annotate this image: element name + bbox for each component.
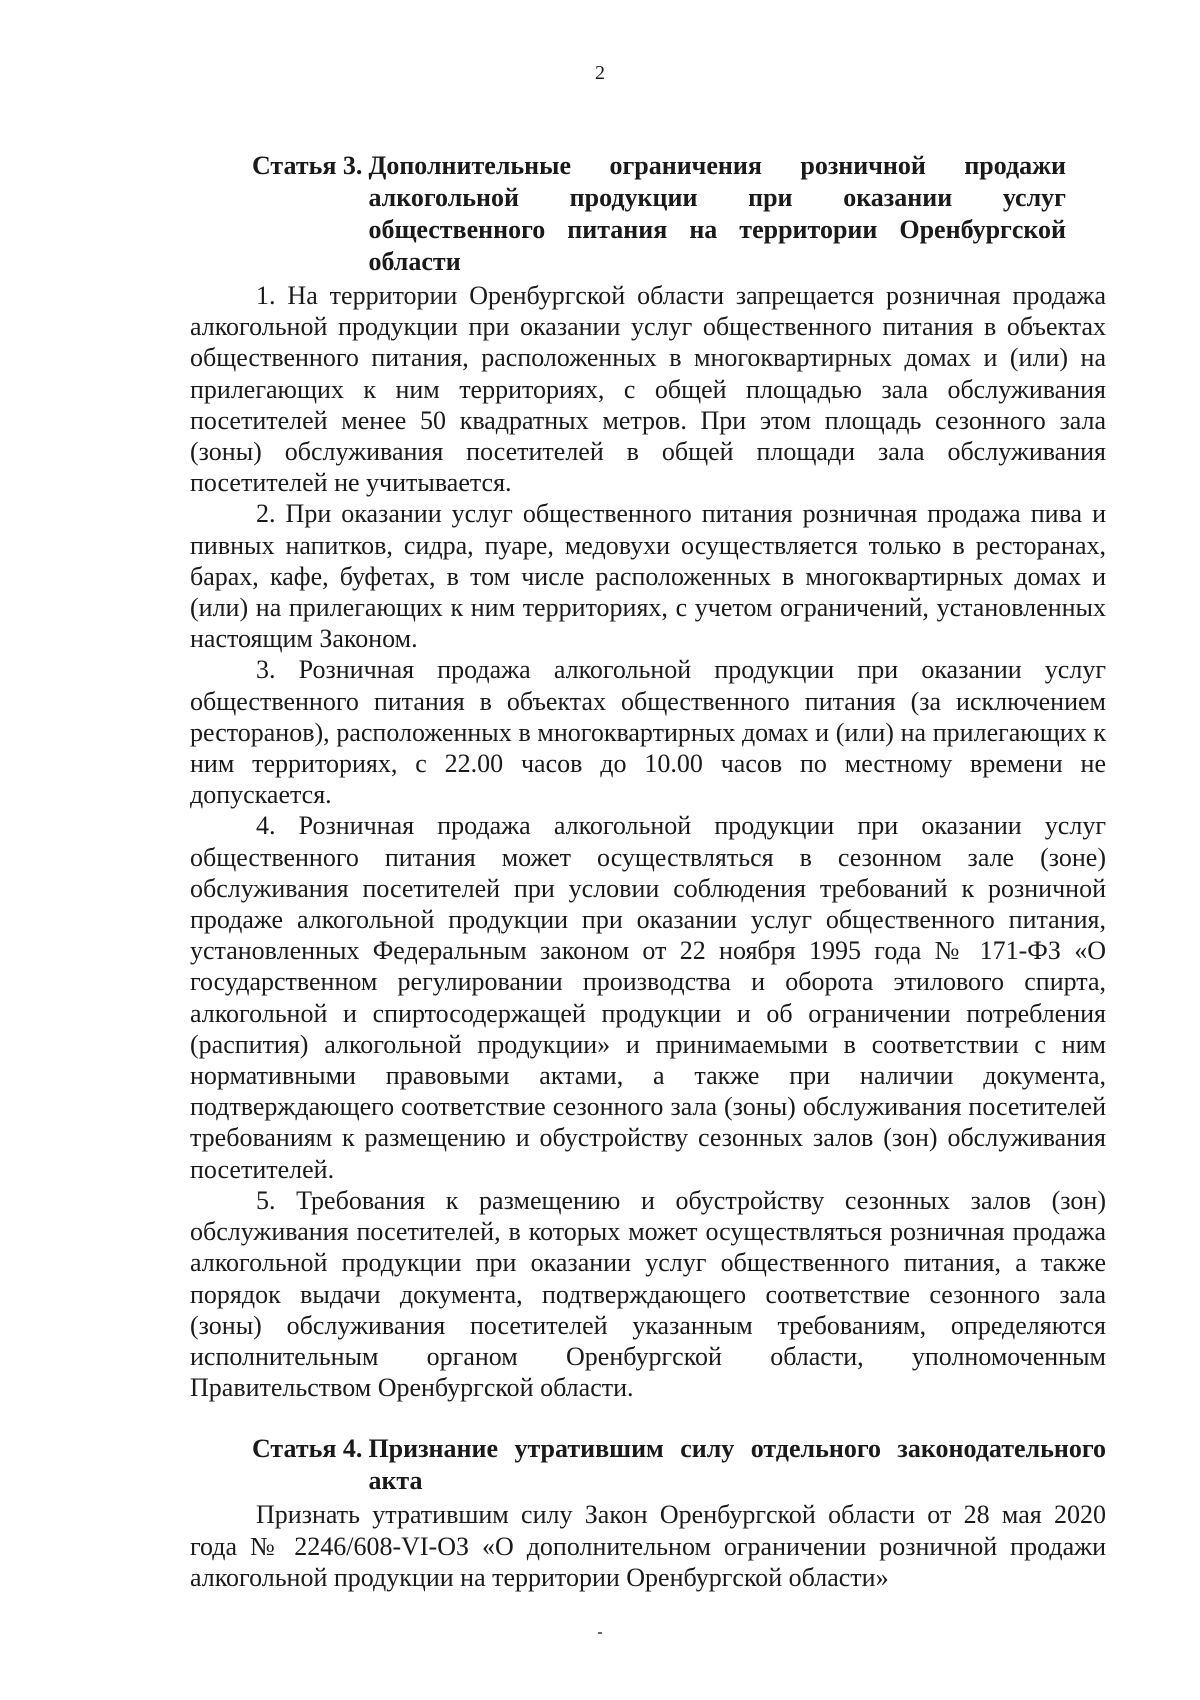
article-3-paragraph-5: 5. Требования к размещению и обустройству сезонных залов (зон) обслуживания посетителей, в которых может осуществляться розничная продажа алкогольной продукции при оказании услуг общественного питания, а также порядок выдачи документа, подтверждающего соответствие сезонного зала (зоны) обслуживания посетителей указанным требованиям, определяются исполнительным органом Оренбургской области, уполномоченным Правительством Оренбургской области. [190, 1185, 1106, 1403]
article-4-number: Статья 4. [252, 1434, 363, 1464]
article-4-title: Признание утратившим силу отдельного законодательного акта [368, 1434, 1106, 1496]
article-3-paragraph-2: 2. При оказании услуг общественного питания розничная продажа пива и пивных напитков, сидра, пуаре, медовухи осуществляется только в ресторанах, барах, кафе, буфетах, в том числе расположенных в многоквартирных домах и (или) на прилегающих к ним территориях, с учетом ограничений, установленных настоящим Законом. [190, 499, 1106, 654]
article-4-body [190, 1499, 1106, 1593]
article-3-paragraph-3: 3. Розничная продажа алкогольной продукции при оказании услуг общественного питания в объектах общественного питания (за исключением ресторанов), расположенных в многоквартирных домах и (или) на прилегающих к ним территориях, с 22.00 часов до 10.00 часов по местному времени не допускается. [190, 655, 1106, 810]
scan-mark [598, 1632, 602, 1634]
article-3-body [190, 280, 1106, 1403]
article-4-heading [190, 1433, 1106, 1497]
article-3-number: Статья 3. [252, 151, 363, 180]
article-4-paragraph-1: Признать утратившим силу Закон Оренбургской области от 28 мая 2020 года № 2246/608-VI-ОЗ «О дополнительном ограничении розничной продажи алкогольной продукции на территории Оренбургской области» [190, 1500, 1106, 1592]
document-body [190, 150, 1106, 1593]
article-3-paragraph-4: 4. Розничная продажа алкогольной продукции при оказании услуг общественного питания может осуществляться в сезонном зале (зоне) обслуживания посетителей при условии соблюдения требований к розничной продаже алкогольной продукции при оказании услуг общественного питания, установленных Федеральным законом от 22 ноября 1995 года № 171-ФЗ «О государственном регулировании производства и оборота этилового спирта, алкогольной и спиртосодержащей продукции и об ограничении потребления (распития) алкогольной продукции» и принимаемыми в соответствии с ним нормативными правовыми актами, а также при наличии документа, подтверждающего соответствие сезонного зала (зоны) обслуживания посетителей требованиям к размещению и обустройству сезонных залов (зон) обслуживания посетителей. [190, 811, 1106, 1184]
article-3-heading [190, 150, 1106, 278]
page-number: 2 [595, 62, 605, 84]
article-3-title: Дополнительные ограничения розничной продажи алкогольной продукции при оказании услуг общественного питания на территории Оренбургской области [368, 151, 1066, 276]
article-3-paragraph-1: 1. На территории Оренбургской области запрещается розничная продажа алкогольной продукции при оказании услуг общественного питания в объектах общественного питания, расположенных в многоквартирных домах и (или) на прилегающих к ним территориях, с общей площадью зала обслуживания посетителей менее 50 квадратных метров. При этом площадь сезонного зала (зоны) обслуживания посетителей в общей площади зала обслуживания посетителей не учитывается. [190, 281, 1106, 498]
